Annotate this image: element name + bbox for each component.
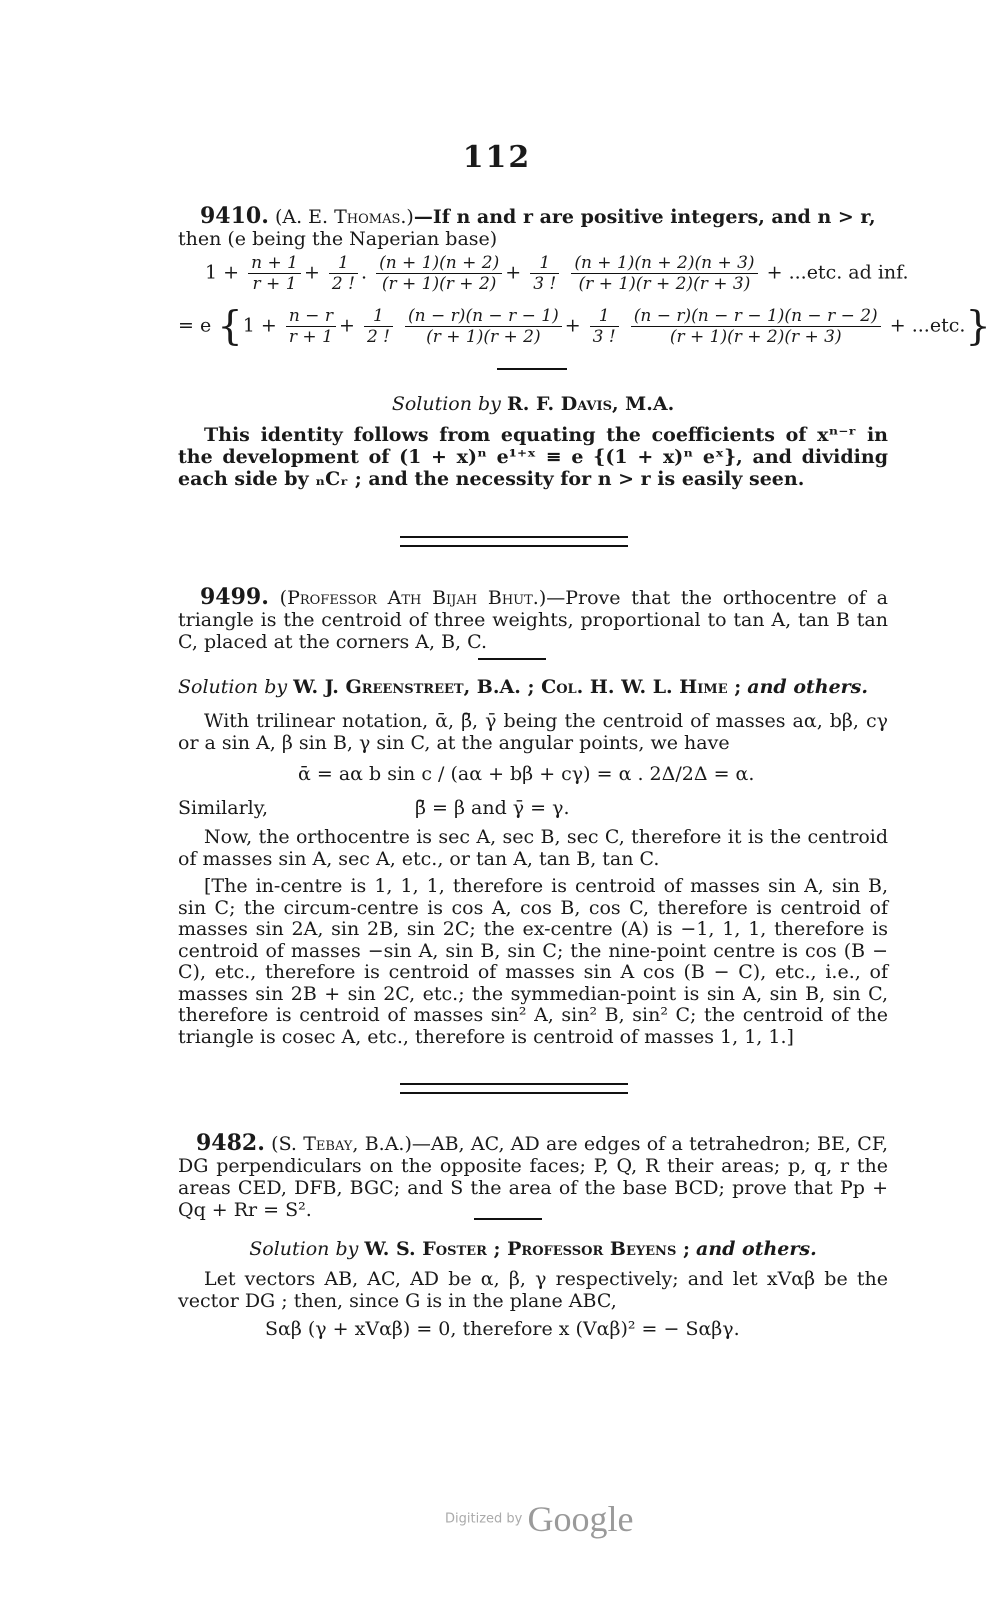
equation-line-1: 1 + $\frac{n + 1}{r + 1}$ + $\frac{1}{2 !}$ . $\frac{(n + 1)(n + 2)}{(r + 1)(r + 2)}$ + $\frac{1}{3 !}$ $\frac{(n + 1)(n + 2)(n + 3)}{(r + 1)(r + 2)(r + 3)}$ + ...etc. ad inf.: [205, 253, 909, 294]
fraction: [590, 306, 619, 347]
numerator: (n + 1)(n + 2): [376, 253, 502, 274]
denominator: r + 1: [252, 274, 297, 294]
denominator: 3 !: [533, 274, 557, 294]
short-rule: [478, 658, 546, 660]
numerator: (n − r)(n − r − 1)(n − r − 2): [631, 306, 881, 327]
solution-paragraph-1: With trilinear notation, ᾱ, β̄, γ̄ being the centroid of masses aα, bβ, cγ or a sin A, β sin B, γ sin C, at the angular points, we have: [178, 710, 888, 754]
question-statement-2: then (e being the Naperian base): [178, 228, 498, 250]
question-author: (S. Tebay, B.A.): [271, 1133, 412, 1155]
numerator: 1: [530, 253, 559, 274]
eq-term: = e: [178, 314, 212, 337]
and-others: and others.: [747, 676, 868, 698]
denominator: 2 !: [366, 327, 390, 347]
solution-paragraph-1: Let vectors AB, AC, AD be α, β, γ respectively; and let xVαβ be the vector DG ; then, since G is in the plane ABC,: [178, 1268, 888, 1312]
solution-heading: [178, 1238, 888, 1260]
solution-by-label: Solution by: [249, 1238, 359, 1260]
numerator: 1: [590, 306, 619, 327]
short-rule: [474, 1218, 542, 1220]
eq-tail: + ...etc. ad inf.: [766, 261, 909, 284]
section-divider: [400, 1083, 628, 1094]
denominator: 2 !: [331, 274, 355, 294]
denominator: (r + 1)(r + 2): [426, 327, 541, 347]
question-author: (A. E. Thomas.): [274, 206, 414, 228]
digitized-watermark: [445, 1498, 633, 1540]
solution-paragraph-3: [The in-centre is 1, 1, 1, therefore is centroid of masses sin A, sin B, sin C; the circum-centre is cos A, cos B, cos C, therefore is centroid of masses sin 2A, sin 2B, sin 2C; the ex-centre (A) is −1, 1, 1, therefore is centroid of masses −sin A, sin B, sin C; the nine-point centre is cos (B − C), etc., therefore is centroid of masses sin A cos (B − C), etc., i.e., of masses sin 2B + sin 2C, etc.; the symmedian-point is sin A, sin B, sin C, therefore is centroid of masses sin² A, sin² B, sin² C; the centroid of the triangle is cosec A, etc., therefore is centroid of masses 1, 1, 1.]: [178, 875, 888, 1048]
solver-name: R. F. Davis, M.A.: [506, 393, 675, 415]
google-logo: Google: [527, 1499, 634, 1539]
denominator: (r + 1)(r + 2)(r + 3): [669, 327, 842, 347]
numerator: (n − r)(n − r − 1): [405, 306, 562, 327]
fraction: [286, 306, 336, 347]
eq-term: 1 +: [242, 314, 277, 337]
question-9410: [178, 205, 888, 250]
fraction: [631, 306, 881, 347]
question-9499: [178, 586, 888, 653]
solution-paragraph-2: Now, the orthocentre is sec A, sec B, sec C, therefore it is the centroid of masses sin A, sec A, etc., or tan A, tan B, tan C.: [178, 826, 888, 870]
right-brace: }: [965, 303, 991, 350]
short-rule: [497, 368, 567, 370]
solution-body: This identity follows from equating the coefficients of xⁿ⁻ʳ in the development of (1 + x)ⁿ e¹⁺ˣ ≡ e {(1 + x)ⁿ eˣ}, and dividing each side by ₙCᵣ ; and the necessity for n > r is easily seen.: [178, 424, 888, 490]
solution-by-label: Solution by: [178, 676, 288, 698]
fraction: [405, 306, 562, 347]
numerator: 1: [329, 253, 358, 274]
equation-line-2: = e {1 + $\frac{n - r}{r + 1}$ + $\frac{1}{2 !}$ $\frac{(n - r)(n - r - 1)}{(r + 1)(r + 2)}$ + $\frac{1}{3 !}$ $\frac{(n - r)(n - r - 1)(n - r - 2)}{(r + 1)(r + 2)(r + 3)}$ + ...etc.}: [178, 303, 991, 350]
question-statement: —If n and r are positive integers, and n > r,: [413, 206, 876, 228]
denominator: (r + 1)(r + 2): [381, 274, 497, 294]
fraction: [571, 253, 757, 294]
digitized-label: Digitized by: [445, 1511, 523, 1527]
fraction: [364, 306, 393, 347]
question-author: (Professor Ath Bijah Bhut.): [279, 587, 547, 609]
question-number: 9499.: [200, 584, 269, 610]
eq-tail: + ...etc.: [889, 314, 966, 337]
equation: Sαβ (γ + xVαβ) = 0, therefore x (Vαβ)² = − Sαβγ.: [265, 1318, 740, 1340]
question-number: 9410.: [200, 203, 269, 229]
question-number: 9482.: [196, 1130, 265, 1156]
and-others: and others.: [696, 1238, 817, 1260]
question-statement: —AB, AC, AD are edges of a tetrahedron; BE, CF, DG perpendiculars on the opposite faces; P, Q, R their areas; p, q, r the areas CED, DFB, BGC; and S the area of the base BCD; prove that Pp + Qq + Rr = S².: [178, 1133, 888, 1221]
question-9482: [178, 1132, 888, 1221]
section-divider: [400, 536, 628, 547]
numerator: n + 1: [248, 253, 301, 274]
numerator: 1: [364, 306, 393, 327]
solver-names: W. J. Greenstreet, B.A. ; Col. H. W. L. Hime ;: [293, 676, 742, 698]
denominator: (r + 1)(r + 2)(r + 3): [578, 274, 751, 294]
denominator: r + 1: [288, 327, 333, 347]
numerator: n − r: [286, 306, 336, 327]
fraction: [376, 253, 502, 294]
solver-names: W. S. Foster ; Professor Beyens ;: [364, 1238, 690, 1260]
solution-heading: [178, 676, 888, 698]
question-statement: —Prove that the orthocentre of a triangle is the centroid of three weights, proportional to tan A, tan B tan C, placed at the corners A, B, C.: [178, 587, 888, 653]
fraction: [248, 253, 301, 294]
similarly-label: Similarly,: [178, 797, 268, 819]
equation: β̄ = β and γ̄ = γ.: [415, 797, 570, 819]
solution-heading: [178, 393, 888, 415]
fraction: [329, 253, 358, 294]
left-brace: {: [217, 303, 243, 350]
fraction: [530, 253, 559, 294]
numerator: (n + 1)(n + 2)(n + 3): [571, 253, 757, 274]
denominator: 3 !: [592, 327, 616, 347]
solution-by-label: Solution by: [391, 393, 501, 415]
equation: ᾱ = aα b sin c / (aα + bβ + cγ) = α . 2Δ/2Δ = α.: [298, 763, 755, 785]
eq-term: 1 +: [205, 261, 240, 284]
page-number: 112: [462, 140, 532, 175]
